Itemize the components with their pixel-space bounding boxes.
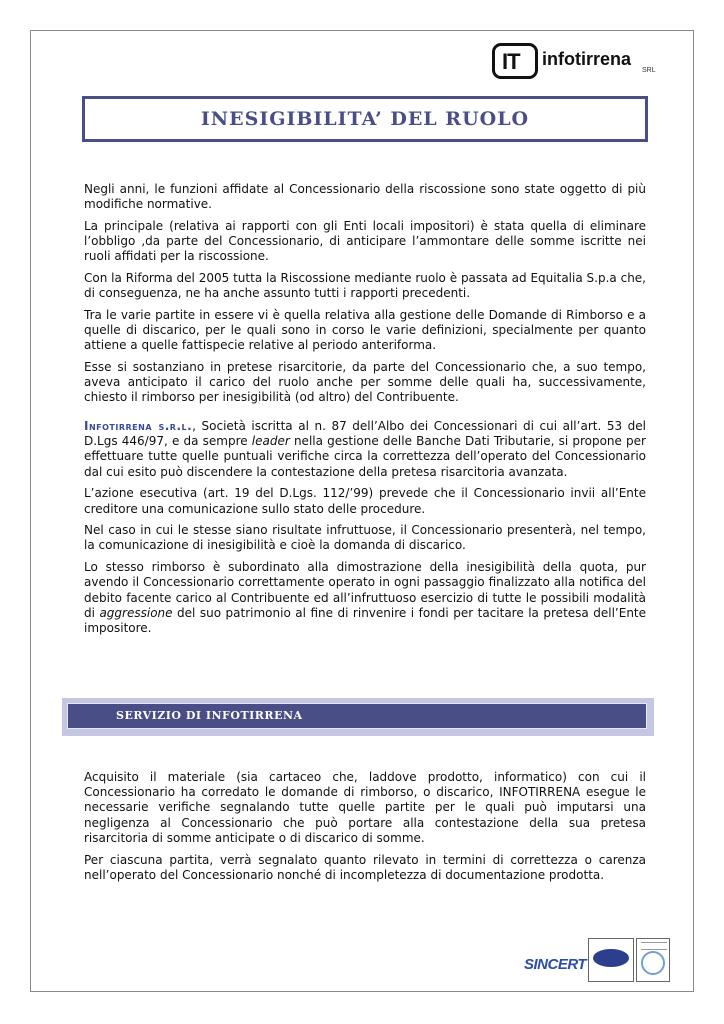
paragraph: Nel caso in cui le stesse siano risultate infruttuose, il Concessionario presenterà, nel tempo, la comunicazione di inesigibilità e cioè la domanda di discarico. [84,523,646,553]
reimbursement-paragraph [84,560,646,636]
paragraph: L’azione esecutiva (art. 19 del D.Lgs. 112/’99) prevede che il Concessionario invii all’Ente creditore una comunicazione sullo stato delle procedure. [84,486,646,516]
certiquality-badge-icon [588,938,634,982]
logo-mark-icon [492,43,538,79]
quality-seal-icon [636,938,670,982]
company-name: Infotirrena s.r.l. [84,419,193,433]
emphasis-text: aggressione [99,605,173,620]
company-section [84,419,646,643]
logo-name: infotirrena [542,49,632,69]
paragraph: Acquisito il materiale (sia cartaceo che, laddove prodotto, informatico) con cui il Concessionario ha corredato le domande di rimborso, o discarico, INFOTIRRENA esegue le necessarie verifiche segnalando tutte quelle partite per le quali può imputarsi una negligenza al Concessionario che può portare alla contestazione della sua pretesa risarcitoria di somme anticipate o di discarico di somme. [84,770,646,845]
paragraph-text: , Società iscritta al n. 87 dell’Albo dei Concessionari di cui all’art. 53 del D.Lgs 446/97, e da sempre [84,419,646,449]
certiquality-oval-icon [593,949,629,967]
paragraph: Esse si sostanziano in pretese risarcitorie, da parte del Concessionario che, a suo tempo, aveva anticipato il carico del ruolo anche per somme delle quali ha, successivamente, chiesto il rimborso per inesigibilità (od altro) del Contribuente. [84,360,646,405]
paragraph-text: Lo stesso rimborso è subordinato alla dimostrazione della inesigibilità della quota, pur avendo il Concessionario correttamente operato in ogni passaggio finalizzato alla notifica del debito facente carico al Contribuente ed all’infruttuoso esercizio di tutte le possibili modalità di [84,560,646,620]
emphasis-text: leader [251,434,290,449]
paragraph: Con la Riforma del 2005 tutta la Riscossione mediante ruolo è passata ad Equitalia S.p.a che, di conseguenza, ne ha anche assunto tutti i rapporti precedenti. [84,271,646,301]
certification-logos [520,938,672,984]
logo-mark-text: IT [502,49,520,74]
paragraph-text: del suo patrimonio al fine di rinvenire i fondi per tacitare la pretesa dell’Ente impositore. [84,605,647,635]
section-bar [67,703,647,729]
section-header [62,698,654,736]
paragraph: La principale (relativa ai rapporti con gli Enti locali impositori) è stata quella di eliminare l’obbligo ,da parte del Concessionario, di anticipare l’ammontare delle somme iscritte nei ruoli affidati per la riscossione. [84,218,646,264]
sincert-logo: SINCERT [524,956,587,973]
seal-lines-icon [641,942,667,950]
paragraph: Per ciascuna partita, verrà segnalato quanto rilevato in termini di correttezza o carenza nell’operato del Concessionario nonché di incompletezza di documentazione prodotta. [84,852,646,882]
section-title: SERVIZIO DI INFOTIRRENA [116,709,303,722]
logo-suffix: SRL [642,67,656,74]
title-box [82,96,648,142]
company-logo [492,43,662,79]
intro-section [84,182,646,412]
page-title: INESIGIBILITA’ DEL RUOLO [200,108,530,130]
paragraph: Negli anni, le funzioni affidate al Concessionario della riscossione sono state oggetto di più modifiche normative. [84,182,646,212]
paragraph: Tra le varie partite in essere vi è quella relativa alla gestione delle Domande di Rimborso e a quelle di discarico, per le quali sono in corso le varie definizioni, specialmente per quanto attiene a quelle fattispecie relative al periodo anteriforma. [84,307,646,353]
paragraph-text: nella gestione delle Banche Dati Tributarie, si propone per effettuare tutte quelle puntuali verifiche circa la correttezza dell’operato del Concessionario dal cui esito può discendere la contestazione della pretesa risarcitoria avanzata. [84,434,646,479]
company-paragraph [84,419,646,480]
seal-circle-icon [641,951,665,975]
service-section [84,770,646,889]
